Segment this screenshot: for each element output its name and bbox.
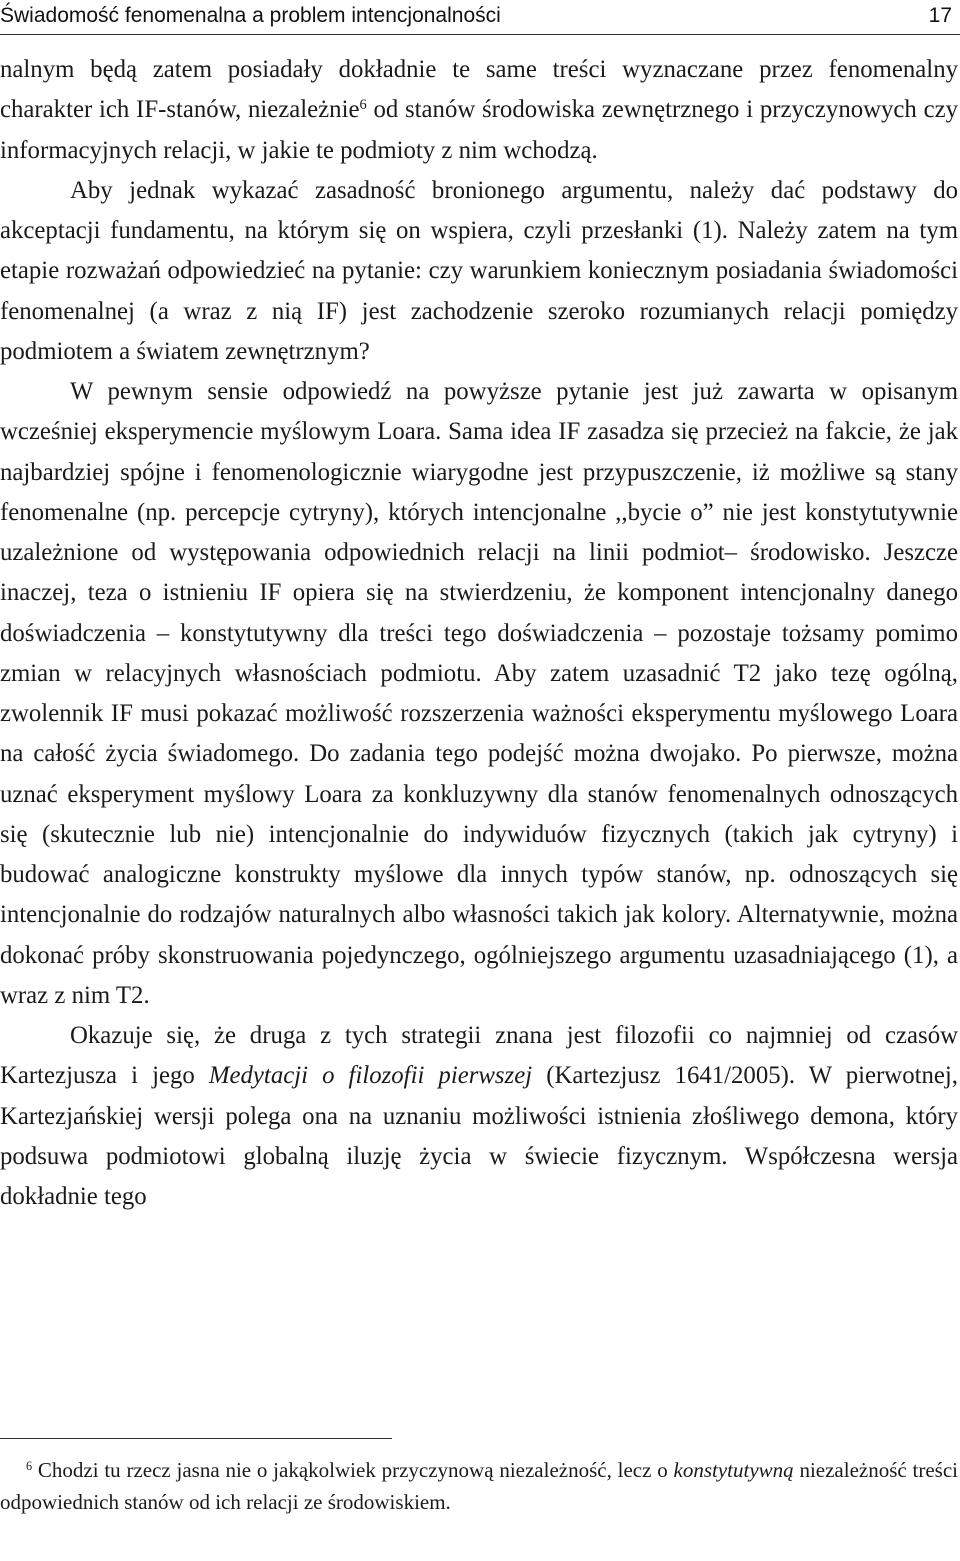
paragraph-1-text-b: od stanów środowiska zewnętrznego i przyczynowych czy informacyjnych relacji, w jakie te podmioty z nim wchodzą. [0,96,959,164]
footnote-text-a: Chodzi tu rzecz jasna nie o jakąkolwiek przyczynową niezależność, lecz o [32,1458,674,1482]
footnote-reference: 6 [359,97,367,114]
footnote-separator [0,1438,392,1439]
footnote-marker: 6 [26,1459,33,1474]
body-text [0,50,958,1217]
footnote-italic: konstytutywną [673,1458,794,1482]
paragraph-4-text-b: (Kartezjusz 1641/2005). W pierwotnej, Kartezjańskiej wersji polega ona na uznaniu możliwości istnienia złośliwego demona, który podsuwa podmiotowi globalną iluzję życia w świecie fizycznym. Współczesna wersja dokładnie tego [0,1062,958,1210]
running-header [0,0,960,35]
page-number: 17 [928,4,952,27]
paragraph-2: Aby jednak wykazać zasadność bronionego argumentu, należy dać podstawy do akceptacji fundamentu, na którym się on wspiera, czyli przesłanki (1). Należy zatem na tym etapie rozważań odpowiedzieć na pytanie: czy warunkiem koniecznym posiadania świadomości fenomenalnej (a wraz z nią IF) jest zachodzenie szeroko rozumianych relacji pomiędzy podmiotem a światem zewnętrznym? [0,176,958,365]
paragraph-3: W pewnym sensie odpowiedź na powyższe pytanie jest już zawarta w opisanym wcześniej eksperymencie myślowym Loara. Sama idea IF zasadza się przecież na fakcie, że jak najbardziej spójne i fenomenologicznie wiarygodne jest przypuszczenie, iż możliwe są stany fenomenalne (np. percepcje cytryny), których intencjonalne ,,bycie o” nie jest konstytutywnie uzależnione od występowania odpowiednich relacji na linii podmiot– środowisko. Jeszcze inaczej, teza o istnieniu IF opiera się na stwierdzeniu, że komponent intencjonalny danego doświadczenia – konstytutywny dla treści tego doświadczenia – pozostaje tożsamy pomimo zmian w relacyjnych własnościach podmiotu. Aby zatem uzasadnić T2 jako tezę ogólną, zwolennik IF musi pokazać możliwość rozszerzenia ważności eksperymentu myślowego Loara na całość życia świadomego. Do zadania tego podejść można dwojako. Po pierwsze, można uznać eksperyment myślowy Loara za konkluzywny dla stanów fenomenalnych odnoszących się (skutecznie lub nie) intencjonalnie do indywiduów fizycznych (takich jak cytryny) i budować analogiczne konstrukty myślowe dla innych typów stanów, np. odnoszących się intencjonalnie do rodzajów naturalnych albo własności takich jak kolory. Alternatywnie, można dokonać próby skonstruowania pojedynczego, ogólniejszego argumentu uzasadniającego (1), a wraz z nim T2. [0,378,958,1009]
footnote [0,1454,958,1518]
book-title-italic: Medytacji o filozofii pierwszej [208,1062,533,1090]
footnote-text-b: niezależność treści odpowiednich stanów od ich relacji ze środowiskiem. [0,1458,958,1514]
paragraph-1 [0,50,958,171]
paragraph-4 [0,1016,958,1217]
paragraph-4-text-a: Okazuje się, że druga z tych strategii znana jest filozofii co najmniej od czasów Kartezjusza i jego [0,1022,958,1090]
paragraph-1-text-a: nalnym będą zatem posiadały dokładnie te same treści wyznaczane przez fenomenalny charakter ich IF-stanów, niezależnie [0,56,958,124]
running-title: Świadomość fenomenalna a problem intencjonalności [0,4,501,27]
